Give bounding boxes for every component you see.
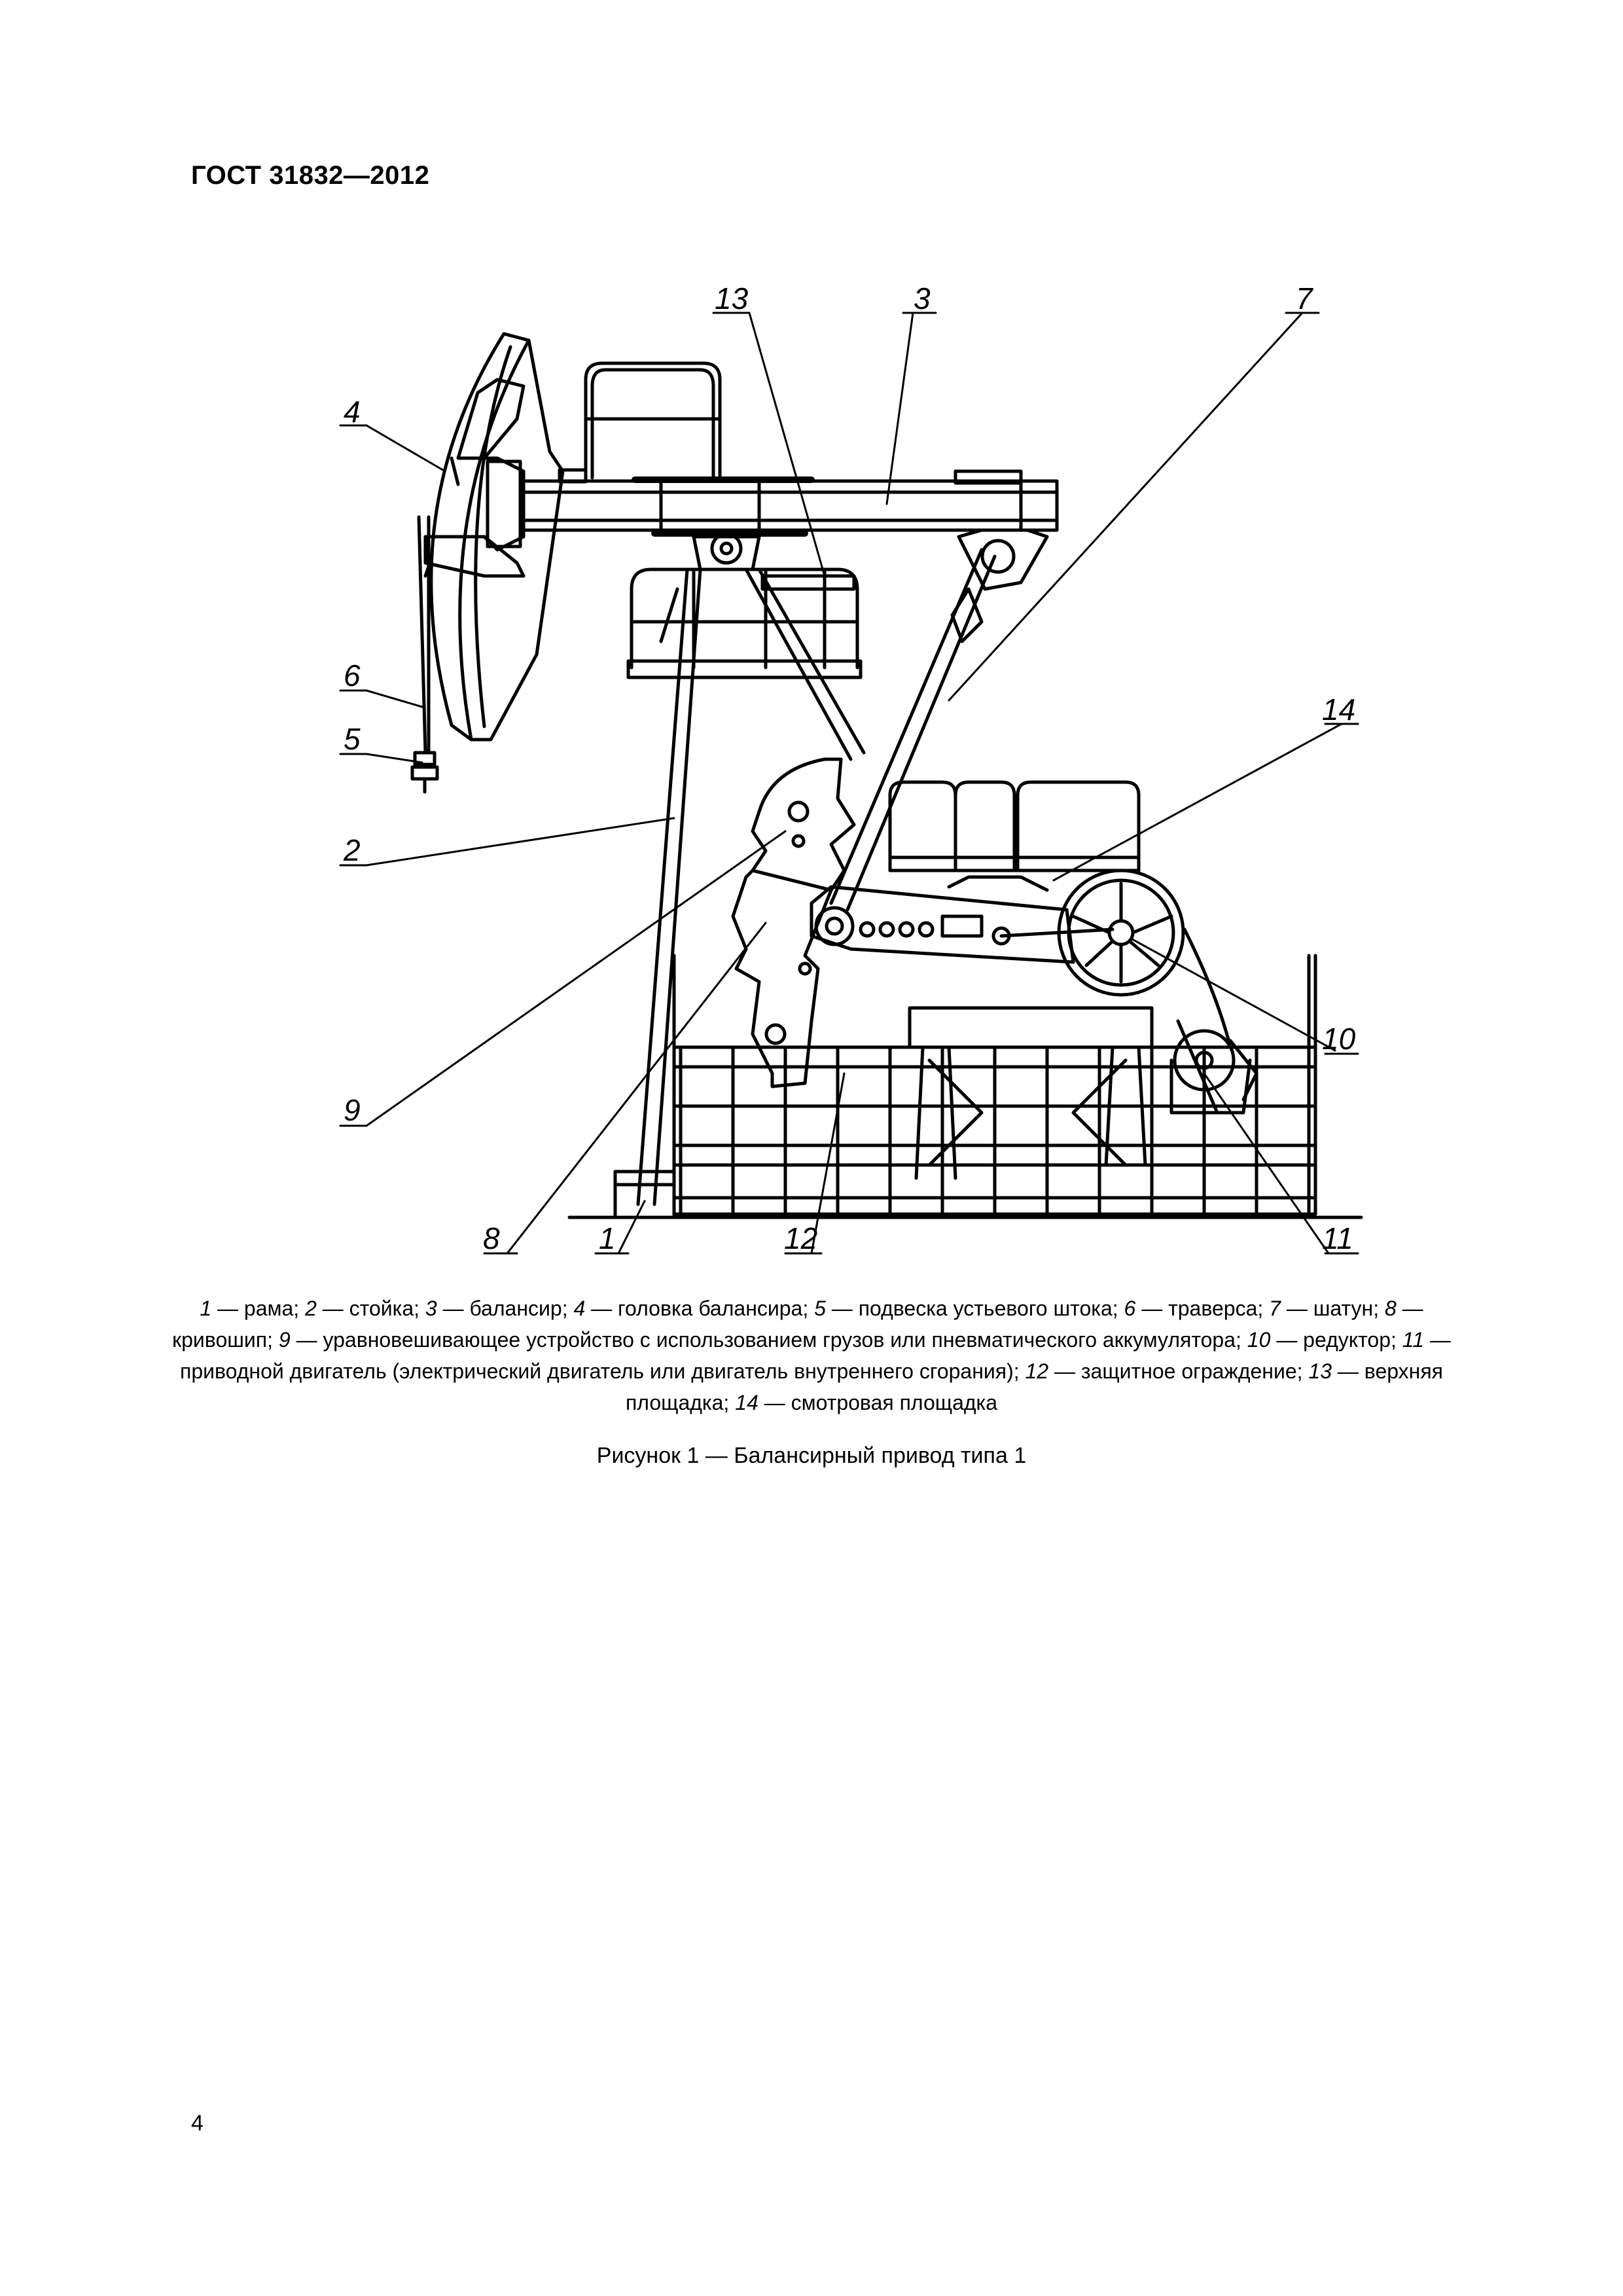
counterweight (733, 759, 854, 1086)
legend-item: 11 — приводной двигатель (электрический двигатель или двигатель внутреннего сгорания); (179, 1328, 1451, 1383)
horsehead (412, 334, 563, 792)
callout-14: 14 (1322, 692, 1356, 726)
callout-1: 1 (599, 1221, 616, 1255)
figure-caption: Рисунок 1 — Балансирный привод типа 1 (596, 1443, 1027, 1468)
figure-legend (164, 1293, 1459, 1418)
legend-item: 14 — смотровая площадка (735, 1391, 998, 1414)
callout-5: 5 (344, 722, 361, 756)
legend-item: 7 — шатун; (1269, 1297, 1385, 1320)
legend-item: 5 — подвеска устьевого штока; (814, 1297, 1124, 1320)
legend-item: 3 — балансир; (425, 1297, 574, 1320)
callout-7: 7 (1296, 281, 1313, 315)
legend-item: 10 — редуктор; (1247, 1328, 1402, 1352)
callout-10: 10 (1322, 1022, 1356, 1056)
callout-13: 13 (715, 281, 749, 315)
callout-3: 3 (914, 281, 931, 315)
legend-item: 12 — защитное ограждение; (1025, 1359, 1309, 1383)
callout-6: 6 (344, 658, 361, 692)
legend-item: 6 — траверса; (1124, 1297, 1270, 1320)
callout-11: 11 (1322, 1221, 1353, 1255)
page-number: 4 (191, 2111, 204, 2136)
inspection-platform (890, 782, 1139, 870)
upper-platform (628, 569, 861, 677)
legend-item: 13 — верхняя площадка; (625, 1359, 1443, 1414)
crank (812, 887, 1113, 962)
callout-2: 2 (344, 833, 361, 867)
walking-beam (524, 470, 1057, 533)
callout-8: 8 (483, 1221, 500, 1255)
callout-12: 12 (784, 1221, 818, 1255)
legend-item: 9 — уравновешивающее устройство с использованием грузов или пневматического аккумулятора; (278, 1328, 1247, 1352)
callout-4: 4 (344, 395, 361, 429)
legend-item: 4 — головка балансира; (573, 1297, 815, 1320)
legend-item: 2 — стойка; (305, 1297, 425, 1320)
document-header: ГОСТ 31832—2012 (191, 161, 430, 190)
legend-item: 8 — кривошип; (172, 1297, 1423, 1352)
callout-9: 9 (344, 1093, 361, 1127)
legend-item: 1 — рама; (200, 1297, 306, 1320)
